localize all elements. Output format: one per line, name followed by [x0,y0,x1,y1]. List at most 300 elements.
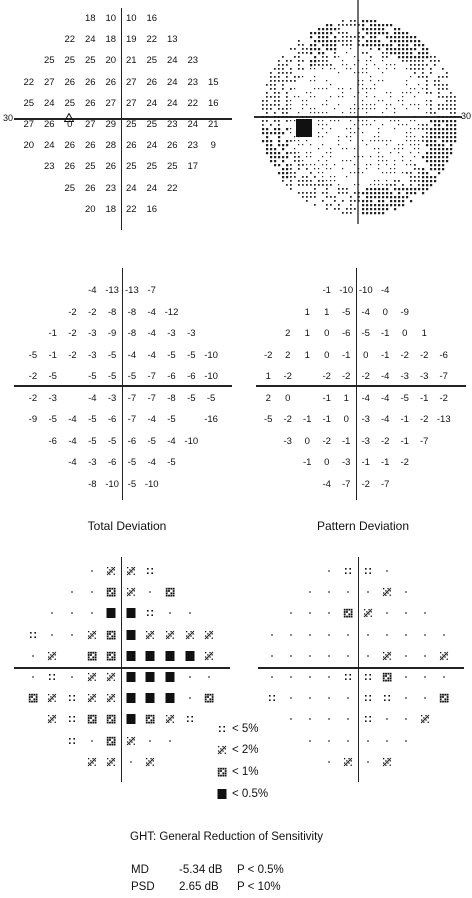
pd-value: -1 [322,392,331,404]
pd-value: -4 [381,392,390,404]
pd-prob-p1-symbol-icon [343,608,353,618]
td-prob-normal-dot-icon [67,672,77,682]
pd-value: -3 [400,371,409,382]
pd-value: -2 [439,392,448,404]
pattern-deviation-title: Pattern Deviation [316,519,410,533]
td-prob-p05-symbol-icon [165,672,175,682]
td-prob-p1-symbol-icon [204,693,214,703]
threshold-value: 22 [146,34,158,46]
pd-prob-normal-dot-icon [363,736,373,746]
td-prob-normal-dot-icon [87,587,97,597]
td-value: -7 [147,392,156,404]
pd-prob-normal-dot-icon [305,693,315,703]
threshold-value: 26 [84,140,96,152]
threshold-value: 25 [146,55,158,67]
threshold-value: 10 [105,13,117,24]
pd-value: -1 [303,414,312,425]
td-value: -6 [187,371,196,382]
td-value: -3 [48,392,57,404]
p2-symbol-icon [217,745,228,756]
td-prob-p05-symbol-icon [126,693,136,703]
td-prob-p5-symbol-icon [145,566,155,576]
threshold-value: 24 [166,76,178,88]
pd-prob-p5-symbol-icon [363,566,373,576]
td-prob-p05-symbol-icon [126,651,136,661]
td-prob-p2-symbol-icon [145,630,155,640]
td-prob-p2-symbol-icon [47,714,57,724]
td-value: -2 [68,349,77,361]
pd-prob-normal-dot-icon [420,693,430,703]
pd-prob-normal-dot-icon [324,608,334,618]
pd-prob-normal-dot-icon [401,714,411,724]
pd-value: -2 [342,371,351,382]
pd-value: -1 [342,435,351,447]
td-value: -3 [167,328,176,339]
threshold-value: 25 [84,55,96,67]
pd-prob-p5-symbol-icon [382,693,392,703]
pd-prob-p1-symbol-icon [439,693,449,703]
td-prob-p2-symbol-icon [165,714,175,724]
td-value: -2 [28,371,38,382]
td-prob-p5-symbol-icon [67,714,77,724]
pd-value: -3 [283,435,292,447]
td-prob-normal-dot-icon [47,630,57,640]
pd-prob-normal-dot-icon [267,630,277,640]
pd-prob-normal-dot-icon [382,566,392,576]
td-prob-p05-symbol-icon [185,651,195,661]
td-value: -4 [68,435,77,447]
threshold-value: 25 [64,55,76,67]
td-prob-normal-dot-icon [165,736,175,746]
td-value: -9 [107,328,117,339]
threshold-value: 16 [146,13,158,24]
legend-label-5: < 5% [232,723,259,735]
threshold-value: 26 [105,76,117,88]
td-value: -5 [127,457,137,468]
pd-value: 0 [363,349,369,361]
legend-row-5 [217,723,259,735]
td-value: -10 [204,371,218,382]
td-prob-normal-dot-icon [28,672,38,682]
pd-value: -10 [358,285,373,296]
td-value: -6 [167,371,176,382]
pd-prob-normal-dot-icon [286,608,296,618]
td-value: -5 [167,414,176,425]
md-p: P < 0.5% [237,864,284,876]
grayscale-map [254,0,464,226]
td-prob-p1-symbol-icon [106,714,116,724]
pd-prob-normal-dot-icon [324,587,334,597]
pd-value: -5 [342,306,351,318]
td-prob-p2-symbol-icon [126,587,136,597]
psd-value: 2.65 dB [179,881,219,893]
threshold-value: 21 [125,55,137,67]
pd-value: 1 [421,328,427,339]
pd-prob-normal-dot-icon [420,608,430,618]
td-prob-p2-symbol-icon [106,566,116,576]
pd-prob-normal-dot-icon [305,651,315,661]
td-prob-p2-symbol-icon [106,672,116,682]
blind-spot-triangle-icon [64,113,74,122]
threshold-value: 23 [187,140,199,152]
pd-prob-normal-dot-icon [286,693,296,703]
threshold-value: 26 [125,140,137,152]
pd-value: -10 [339,285,354,296]
td-prob-normal-dot-icon [87,566,97,576]
td-value: -2 [68,306,77,318]
td-prob-p05-symbol-icon [145,651,155,661]
threshold-value: 26 [84,76,96,88]
pd-value: -5 [361,328,370,339]
td-prob-normal-dot-icon [185,608,195,618]
pd-value: 0 [343,414,349,425]
threshold-value: 25 [166,161,178,173]
td-prob-p1-symbol-icon [28,693,38,703]
threshold-value: 25 [146,161,158,173]
pd-prob-normal-dot-icon [343,587,353,597]
threshold-value: 25 [64,182,76,194]
pd-value: 0 [324,328,330,339]
threshold-value: 27 [23,119,35,130]
pd-value: -1 [342,349,351,361]
pd-prob-normal-dot-icon [286,651,296,661]
pd-value: -1 [400,414,409,425]
pd-prob-normal-dot-icon [343,630,353,640]
td-prob-p2-symbol-icon [145,757,155,767]
pd-value: 0 [382,306,388,318]
td-value: -4 [147,349,156,361]
pd-prob-p2-symbol-icon [363,608,373,618]
td-prob-p2-symbol-icon [165,630,175,640]
td-horizontal-axis [14,385,232,387]
threshold-value: 16 [146,203,158,215]
pd-value: 2 [285,328,291,339]
pd-prob-normal-dot-icon [401,630,411,640]
pd-value: -4 [361,306,370,318]
pd-prob-p5-symbol-icon [363,672,373,682]
pd-value: 0 [304,435,310,447]
threshold-value: 27 [43,76,55,88]
threshold-value: 17 [187,161,199,173]
pd-prob-p2-symbol-icon [439,651,449,661]
pd-prob-normal-dot-icon [420,672,430,682]
pd-value: -2 [322,435,331,447]
pd-prob-normal-dot-icon [286,714,296,724]
td-value: -3 [88,457,97,468]
threshold-value: 20 [84,203,96,215]
threshold-value: 24 [146,182,158,194]
pd-prob-normal-dot-icon [324,566,334,576]
pd-prob-normal-dot-icon [305,736,315,746]
pd-prob-p1-symbol-icon [382,672,392,682]
pd-prob-normal-dot-icon [420,630,430,640]
td-value: -3 [187,328,196,339]
pd-prob-normal-dot-icon [343,714,353,724]
threshold-value: 27 [125,76,137,88]
threshold-value: 18 [105,34,117,46]
threshold-30-left-label: 30 [2,113,14,123]
td-value: -5 [167,457,176,468]
ght-result: GHT: General Reduction of Sensitivity [130,831,324,843]
pd-prob-p2-symbol-icon [382,651,392,661]
threshold-value: 27 [84,119,96,130]
td-prob-normal-dot-icon [67,608,77,618]
td-value: -3 [88,328,97,339]
threshold-value: 28 [105,140,117,152]
td-value: -16 [204,414,218,425]
threshold-value: 25 [146,119,158,130]
pd-value: -6 [342,328,351,339]
pd-value: -1 [303,457,312,468]
pd-value: -3 [420,371,429,382]
td-value: -1 [48,328,57,339]
threshold-value: 22 [166,182,178,194]
td-prob-p2-symbol-icon [87,757,97,767]
td-prob-p2-symbol-icon [47,693,57,703]
grayscale-30-right-label: 30 [460,111,472,121]
pd-value: -2 [264,349,273,361]
pd-prob-p2-symbol-icon [420,714,430,724]
td-prob-p5-symbol-icon [185,714,195,724]
td-value: -6 [107,414,117,425]
threshold-value: 23 [43,161,55,173]
pd-value: 1 [304,306,310,318]
td-value: -2 [28,392,38,404]
pd-value: -1 [400,435,409,447]
td-prob-normal-dot-icon [67,630,77,640]
td-prob-p5-symbol-icon [67,693,77,703]
pd-value: -7 [420,435,429,447]
legend-row-1 [217,766,259,778]
td-value: -5 [187,392,196,404]
td-value: -5 [127,371,137,382]
td-prob-normal-dot-icon [87,736,97,746]
threshold-value: 25 [23,97,35,109]
td-value: -7 [147,285,156,296]
td-prob-p05-symbol-icon [145,693,155,703]
td-value: -8 [127,328,137,339]
pd-value: -3 [342,457,351,468]
threshold-value: 24 [146,97,158,109]
pd-value: -1 [420,392,429,404]
pd-prob-normal-dot-icon [324,630,334,640]
threshold-value: 15 [207,76,219,88]
td-value: -8 [107,306,117,318]
psd-p: P < 10% [237,881,281,893]
pd-value: -2 [400,349,409,361]
td-value: -8 [127,306,137,318]
total-deviation-title: Total Deviation [87,519,167,533]
pd-value: 1 [343,392,349,404]
td-prob-p05-symbol-icon [126,630,136,640]
threshold-value: 25 [84,161,96,173]
pd-prob-normal-dot-icon [401,587,411,597]
threshold-value: 13 [166,34,178,46]
legend-row-05 [217,788,268,800]
td-prob-p2-symbol-icon [106,693,116,703]
threshold-value: 24 [84,34,96,46]
pd-prob-normal-dot-icon [324,651,334,661]
td-value: -4 [147,457,156,468]
pd-prob-normal-dot-icon [267,672,277,682]
pd-value: 1 [304,349,310,361]
threshold-value: 29 [105,119,117,130]
pd-value: -3 [361,435,370,447]
pd-value: -6 [439,349,448,361]
td-value: -8 [88,478,97,490]
threshold-value: 24 [187,119,199,130]
td-prob-p1-symbol-icon [145,714,155,724]
td-prob-p05-symbol-icon [106,608,116,618]
threshold-value: 10 [125,13,137,24]
td-value: -5 [147,435,156,447]
td-value: -5 [28,349,38,361]
td-prob-p2-symbol-icon [204,630,214,640]
threshold-value: 24 [166,55,178,67]
td-prob-p1-symbol-icon [165,587,175,597]
td-vertical-axis [122,268,123,500]
pd-prob-normal-dot-icon [401,651,411,661]
td-value: -6 [127,435,137,447]
pd-value: -13 [436,414,451,425]
pd-value: -4 [381,285,390,296]
psd-label: PSD [131,881,155,893]
td-prob-p2-symbol-icon [87,630,97,640]
td-prob-vertical-axis [121,557,122,782]
td-prob-p1-symbol-icon [106,736,116,746]
pd-prob-p2-symbol-icon [382,757,392,767]
pd-value: -2 [283,414,292,425]
p05-symbol-icon [217,789,228,800]
td-prob-normal-dot-icon [126,757,136,767]
td-prob-p5-symbol-icon [28,630,38,640]
td-value: -5 [107,371,117,382]
td-value: -4 [127,349,137,361]
td-value: -10 [204,349,218,361]
pd-value: -2 [322,371,331,382]
td-value: -13 [125,285,139,296]
threshold-value: 27 [125,97,137,109]
threshold-value: 22 [125,203,137,215]
td-value: -6 [107,457,117,468]
pd-prob-normal-dot-icon [324,736,334,746]
pd-prob-normal-dot-icon [382,608,392,618]
threshold-value: 23 [187,55,199,67]
pd-horizontal-axis [256,385,466,387]
pd-prob-normal-dot-icon [363,757,373,767]
pd-value: -1 [322,285,331,296]
pd-prob-p5-symbol-icon [267,693,277,703]
pd-value: -1 [381,349,390,361]
td-prob-normal-dot-icon [145,736,155,746]
pd-prob-normal-dot-icon [382,714,392,724]
pd-value: -4 [322,478,331,490]
pd-prob-normal-dot-icon [343,693,353,703]
threshold-value: 19 [125,34,137,46]
threshold-value: 16 [207,97,219,109]
td-value: -4 [68,457,77,468]
pd-value: -1 [322,414,331,425]
td-prob-normal-dot-icon [185,693,195,703]
td-value: -4 [88,392,97,404]
threshold-value: 26 [43,119,55,130]
td-value: -4 [68,414,77,425]
threshold-value: 27 [105,97,117,109]
td-value: -5 [48,371,57,382]
pd-prob-normal-dot-icon [401,672,411,682]
td-value: -5 [88,435,97,447]
td-prob-p05-symbol-icon [165,651,175,661]
td-value: -3 [107,392,117,404]
pd-value: -5 [400,392,409,404]
td-value: -4 [167,435,176,447]
pd-prob-normal-dot-icon [305,714,315,724]
td-value: -5 [187,349,196,361]
threshold-value: 24 [43,97,55,109]
td-prob-normal-dot-icon [47,608,57,618]
pd-value: -2 [361,371,370,382]
td-prob-normal-dot-icon [28,651,38,661]
td-prob-horizontal-axis [14,667,230,669]
td-prob-p2-symbol-icon [204,651,214,661]
pd-value: -7 [381,478,390,490]
pd-value: -9 [400,306,409,318]
pd-prob-p5-symbol-icon [363,714,373,724]
pd-prob-p2-symbol-icon [382,587,392,597]
pd-prob-normal-dot-icon [286,630,296,640]
pd-prob-p5-symbol-icon [343,672,353,682]
td-prob-p05-symbol-icon [126,608,136,618]
pd-prob-p5-symbol-icon [343,566,353,576]
threshold-value: 26 [84,182,96,194]
pd-prob-normal-dot-icon [305,672,315,682]
threshold-value: 26 [105,161,117,173]
pd-value: 1 [304,328,310,339]
pd-prob-normal-dot-icon [324,714,334,724]
pd-prob-normal-dot-icon [267,651,277,661]
pd-value: 2 [265,392,271,404]
threshold-value: 24 [146,140,158,152]
pd-value: 0 [324,457,330,468]
pd-value: -1 [361,457,370,468]
threshold-value: 9 [210,140,216,152]
td-value: -5 [167,349,176,361]
td-prob-p2-symbol-icon [87,693,97,703]
pd-value: -4 [381,371,390,382]
pd-prob-normal-dot-icon [363,587,373,597]
threshold-value: 26 [146,76,158,88]
td-prob-p2-symbol-icon [106,757,116,767]
td-prob-p1-symbol-icon [106,630,116,640]
td-prob-normal-dot-icon [87,608,97,618]
td-prob-p05-symbol-icon [126,714,136,724]
p5-symbol-icon [217,724,228,735]
td-prob-normal-dot-icon [165,608,175,618]
threshold-value: 23 [105,182,117,194]
threshold-value: 25 [125,119,137,130]
pd-prob-normal-dot-icon [401,736,411,746]
pd-value: 1 [265,371,271,382]
td-prob-p5-symbol-icon [67,736,77,746]
td-value: -5 [127,478,137,490]
td-value: -10 [184,435,199,447]
threshold-value: 25 [125,161,137,173]
pd-prob-normal-dot-icon [305,630,315,640]
pd-value: -1 [381,457,390,468]
threshold-value: 25 [64,97,76,109]
pd-value: -3 [361,414,370,425]
pd-value: 0 [324,349,330,361]
